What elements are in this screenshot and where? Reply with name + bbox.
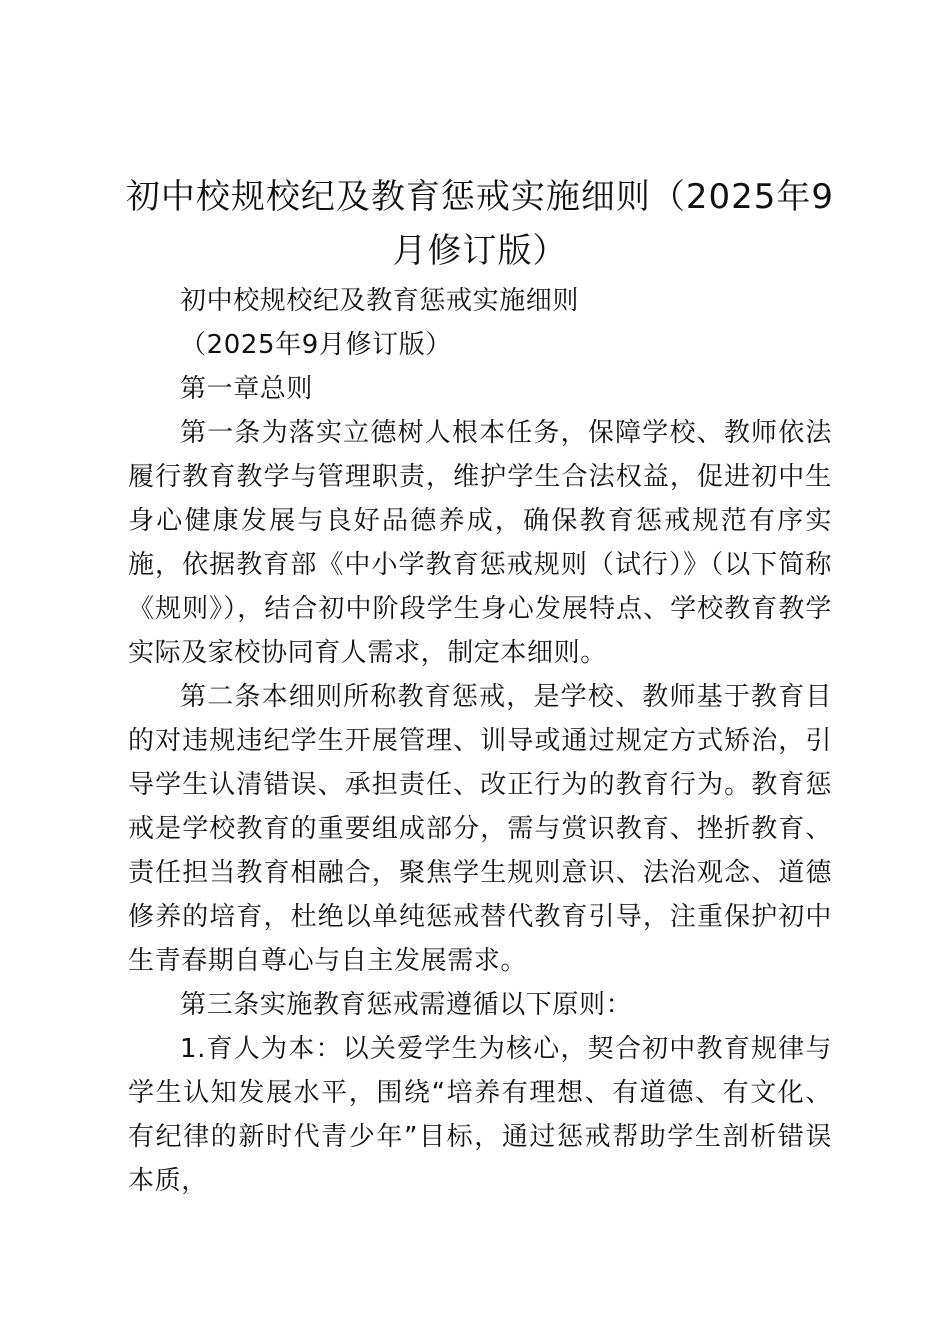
document-body xyxy=(128,279,832,1203)
article-2-paragraph: 第二条本细则所称教育惩戒，是学校、教师基于教育目的对违规违纪学生开展管理、训导或通过规定方式矫治，引导学生认清错误、承担责任、改正行为的教育行为。教育惩戒是学校教育的重要组成部分，需与赏识教育、挫折教育、责任担当教育相融合，聚焦学生规则意识、法治观念、道德修养的培育，杜绝以单纯惩戒替代教育引导，注重保护初中生青春期自尊心与自主发展需求。 xyxy=(128,682,832,976)
chapter-heading: 第一章总则 xyxy=(180,374,314,404)
principle-1-paragraph: 1.育人为本：以关爱学生为核心，契合初中教育规律与学生认知发展水平，围绕“培养有理想、有道德、有文化、有纪律的新时代青少年”目标，通过惩戒帮助学生剖析错误本质， xyxy=(128,1034,832,1196)
article-1-paragraph: 第一条为落实立德树人根本任务，保障学校、教师依法履行教育教学与管理职责，维护学生合法权益，促进初中生身心健康发展与良好品德养成，确保教育惩戒规范有序实施，依据教育部《中小学教育惩戒规则（试行）》（以下简称《规则》），结合初中阶段学生身心发展特点、学校教育教学实际及家校协同育人需求，制定本细则。 xyxy=(128,418,832,668)
article-3-paragraph: 第三条实施教育惩戒需遵循以下原则： xyxy=(180,990,633,1020)
document-title: 初中校规校纪及教育惩戒实施细则（2025年9月修订版） xyxy=(125,177,835,271)
revision-paragraph: （2025年9月修订版） xyxy=(180,330,452,360)
subtitle-paragraph: 初中校规校纪及教育惩戒实施细则 xyxy=(180,286,580,316)
